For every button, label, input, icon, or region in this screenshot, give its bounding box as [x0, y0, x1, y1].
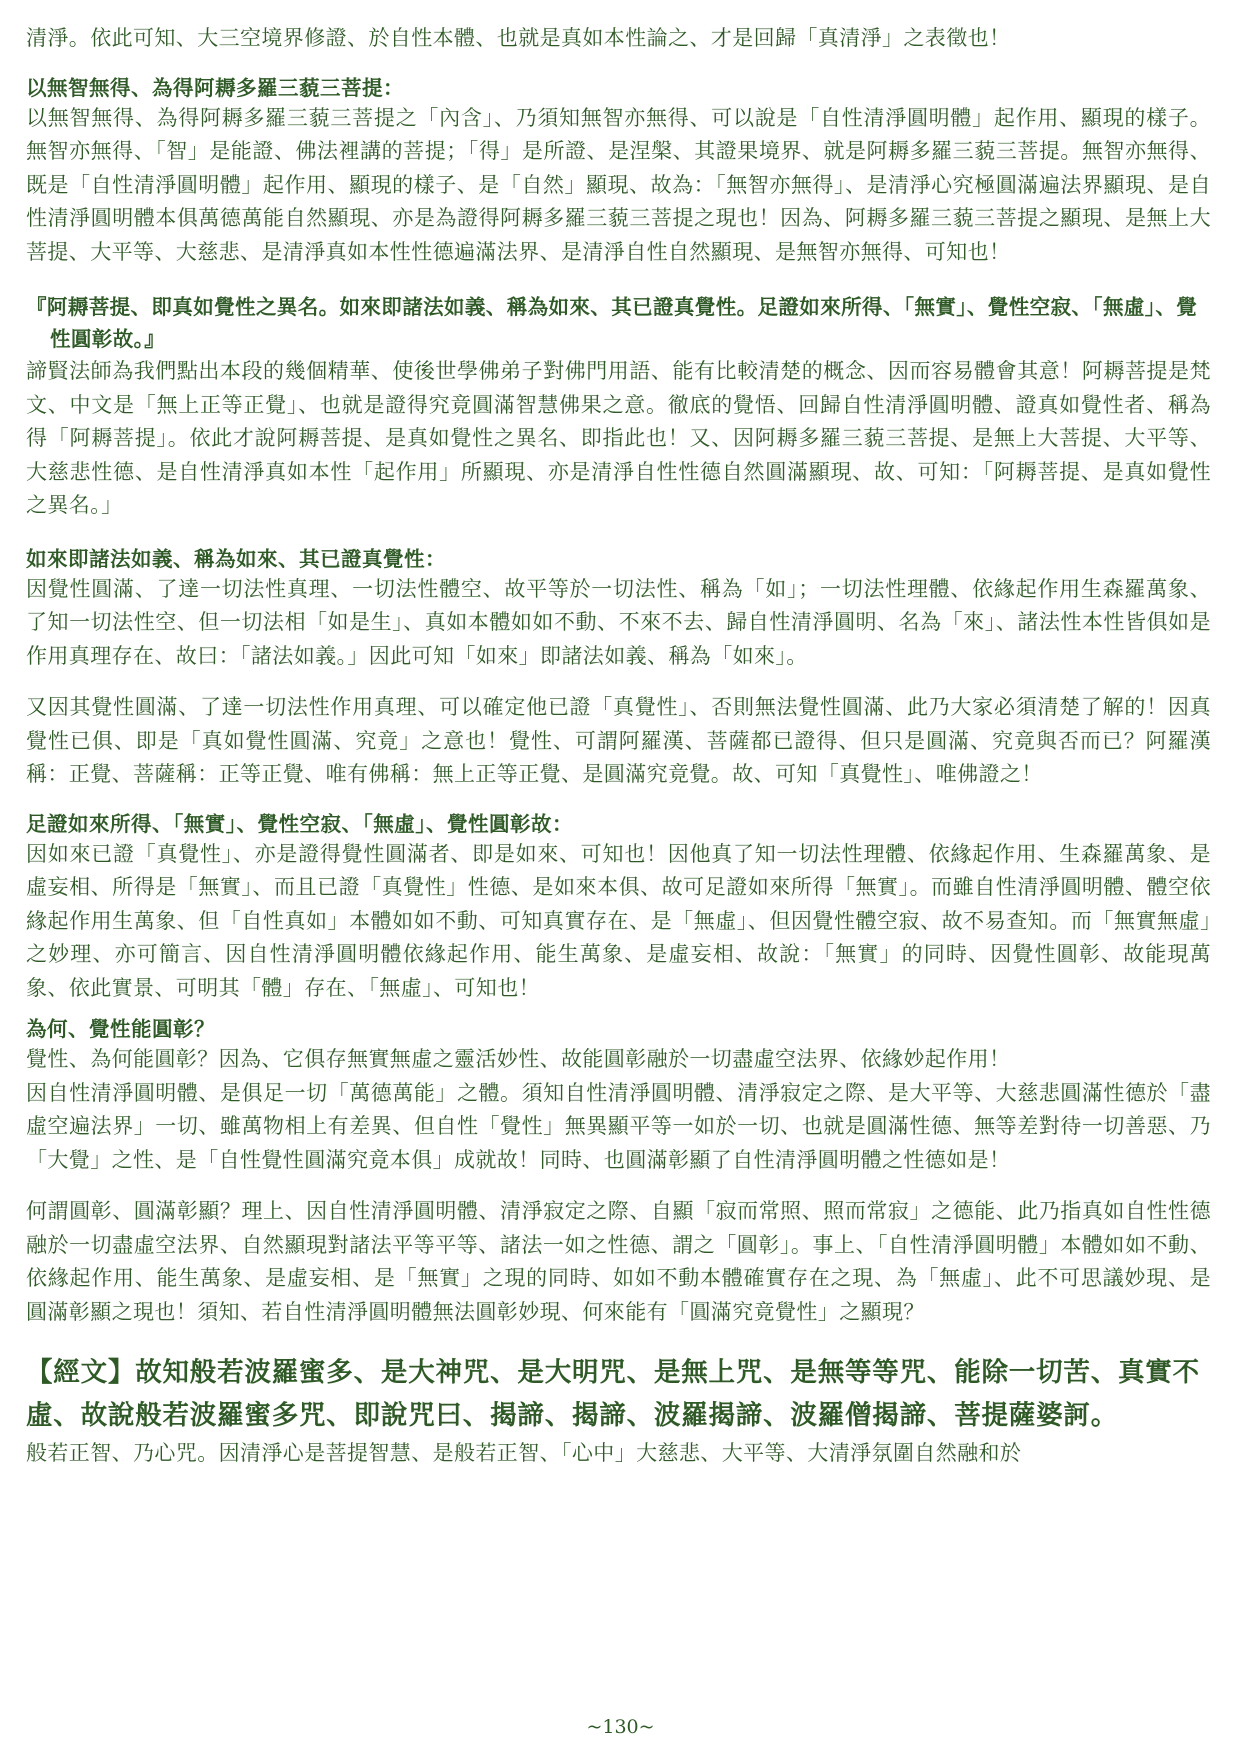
paragraph: 諦賢法師為我們點出本段的幾個精華、使後世學佛弟子對佛門用語、能有比較清楚的概念、因而容易體會其意！阿耨菩提是梵文、中文是「無上正等正覺」、也就是證得究竟圓滿智慧佛果之意。徹底的覺悟、回歸自性清淨圓明體、證真如覺性者、稱為得「阿耨菩提」。依此才說阿耨菩提、是真如覺性之異名、即指此也！又、因阿耨多羅三藐三菩提、是無上大菩提、大平等、大慈悲性德、是自性清淨真如本性「起作用」所顯現、亦是清淨自性性德自然圓滿顯現、故、可知：「阿耨菩提、是真如覺性之異名。」 — [26, 359, 1211, 517]
section-heading: 為何、覺性能圓彰？ — [26, 1017, 215, 1041]
quote-heading: 『阿耨菩提、即真如覺性之異名。如來即諸法如義、稱為如來、其已證真覺性。足證如來所得、「無實」、覺性空寂、「無虛」、覺性圓彰故。』 — [26, 295, 1198, 351]
paragraph: 因覺性圓滿、了達一切法性真理、一切法性體空、故平等於一切法性、稱為「如」；一切法性理體、依緣起作用生森羅萬象、了知一切法性空、但一切法相「如是生」、真如本體如如不動、不來不去、歸自性清淨圓明、名為「來」、諸法性本性皆俱如是作用真理存在、故曰：「諸法如義。」因此可知「如來」即諸法如義、稱為「如來」。 — [26, 576, 1211, 668]
paragraph: 因自性清淨圓明體、是俱足一切「萬德萬能」之體。須知自性清淨圓明體、清淨寂定之際、是大平等、大慈悲圓滿性德於「盡虛空遍法界」一切、雖萬物相上有差異、但自性「覺性」無異顯平等一如於一切、也就是圓滿性德、無等差對待一切善惡、乃「大覺」之性、是「自性覺性圓滿究竟本俱」成就故！同時、也圓滿彰顯了自性清淨圓明體之性德如是！ — [26, 1080, 1211, 1172]
paragraph: 般若正智、乃心咒。因清淨心是菩提智慧、是般若正智、「心中」大慈悲、大平等、大清淨氛圍自然融和於 — [26, 1441, 1022, 1465]
paragraph: 何謂圓彰、圓滿彰顯？理上、因自性清淨圓明體、清淨寂定之際、自顯「寂而常照、照而常寂」之德能、此乃指真如自性性德融於一切盡虛空法界、自然顯現對諸法平等平等、諸法一如之性德、謂之「圓彰」。事上、「自性清淨圓明體」本體如如不動、依緣起作用、能生萬象、是虛妄相、是「無實」之現的同時、如如不動本體確實存在之現、為「無虛」、此不可思議妙現、是圓滿彰顯之現也！須知、若自性清淨圓明體無法圓彰妙現、何來能有「圓滿究竟覺性」之顯現？ — [26, 1199, 1211, 1324]
section-heading: 以無智無得、為得阿耨多羅三藐三菩提： — [26, 75, 404, 100]
paragraph: 以無智無得、為得阿耨多羅三藐三菩提之「內含」、乃須知無智亦無得、可以說是「自性清淨圓明體」起作用、顯現的樣子。無智亦無得、「智」是能證、佛法裡講的菩提；「得」是所證、是涅槃、其證果境界、就是阿耨多羅三藐三菩提。無智亦無得、既是「自性清淨圓明體」起作用、顯現的樣子、是「自然」顯現、故為：「無智亦無得」、是清淨心究極圓滿遍法界顯現、是自性清淨圓明體本俱萬德萬能自然顯現、亦是為證得阿耨多羅三藐三菩提之現也！因為、阿耨多羅三藐三菩提之顯現、是無上大菩提、大平等、大慈悲、是清淨真如本性性德遍滿法界、是清淨自性自然顯現、是無智亦無得、可知也！ — [26, 105, 1211, 264]
section-sutra — [26, 1351, 1211, 1471]
section-heading: 如來即諸法如義、稱為如來、其已證真覺性： — [26, 546, 446, 571]
section-wuzhi-wude — [26, 74, 1211, 270]
sutra-heading: 【經文】故知般若波羅蜜多、是大神咒、是大明咒、是無上咒、是無等等咒、能除一切苦、真實不虛、故說般若波羅蜜多咒、即說咒曰、揭諦、揭諦、波羅揭諦、波羅僧揭諦、菩提薩婆訶。 — [26, 1357, 1200, 1431]
section-wushi-wuxu — [26, 810, 1211, 1006]
paragraph-intro: 清淨。依此可知、大三空境界修證、於自性本體、也就是真如本性論之、才是回歸「真清淨」之表徵也！ — [26, 26, 1011, 50]
section-juexing-yuanzhang — [26, 1015, 1211, 1329]
page-number: ~130~ — [586, 1716, 655, 1738]
paragraph: 覺性、為何能圓彰？因為、它俱存無實無虛之靈活妙性、故能圓彰融於一切盡虛空法界、依緣妙起作用！ — [26, 1047, 1011, 1071]
paragraph: 因如來已證「真覺性」、亦是證得覺性圓滿者、即是如來、可知也！因他真了知一切法性理體、依緣起作用、生森羅萬象、是虛妄相、所得是「無實」、而且已證「真覺性」性德、是如來本俱、故可足證如來所得「無實」。而雖自性清淨圓明體、體空依緣起作用生萬象、但「自性真如」本體如如不動、可知真實存在、是「無虛」、但因覺性體空寂、故不易查知。而「無實無虛」之妙理、亦可簡言、因自性清淨圓明體依緣起作用、能生萬象、是虛妄相、故說：「無實」的同時、因覺性圓彰、故能現萬象、依此實景、可明其「體」存在、「無虛」、可知也！ — [26, 841, 1211, 1000]
section-heading: 足證如來所得、「無實」、覺性空寂、「無虛」、覺性圓彰故： — [26, 811, 573, 836]
section-rulai — [26, 545, 1211, 792]
section-quote — [26, 291, 1211, 523]
paragraph: 又因其覺性圓滿、了達一切法性作用真理、可以確定他已證「真覺性」、否則無法覺性圓滿、此乃大家必須清楚了解的！因真覺性已俱、即是「真如覺性圓滿、究竟」之意也！覺性、可謂阿羅漢、菩薩都已證得、但只是圓滿、究竟與否而已？阿羅漢稱：正覺、菩薩稱：正等正覺、唯有佛稱：無上正等正覺、是圓滿究竟覺。故、可知「真覺性」、唯佛證之！ — [26, 695, 1211, 786]
